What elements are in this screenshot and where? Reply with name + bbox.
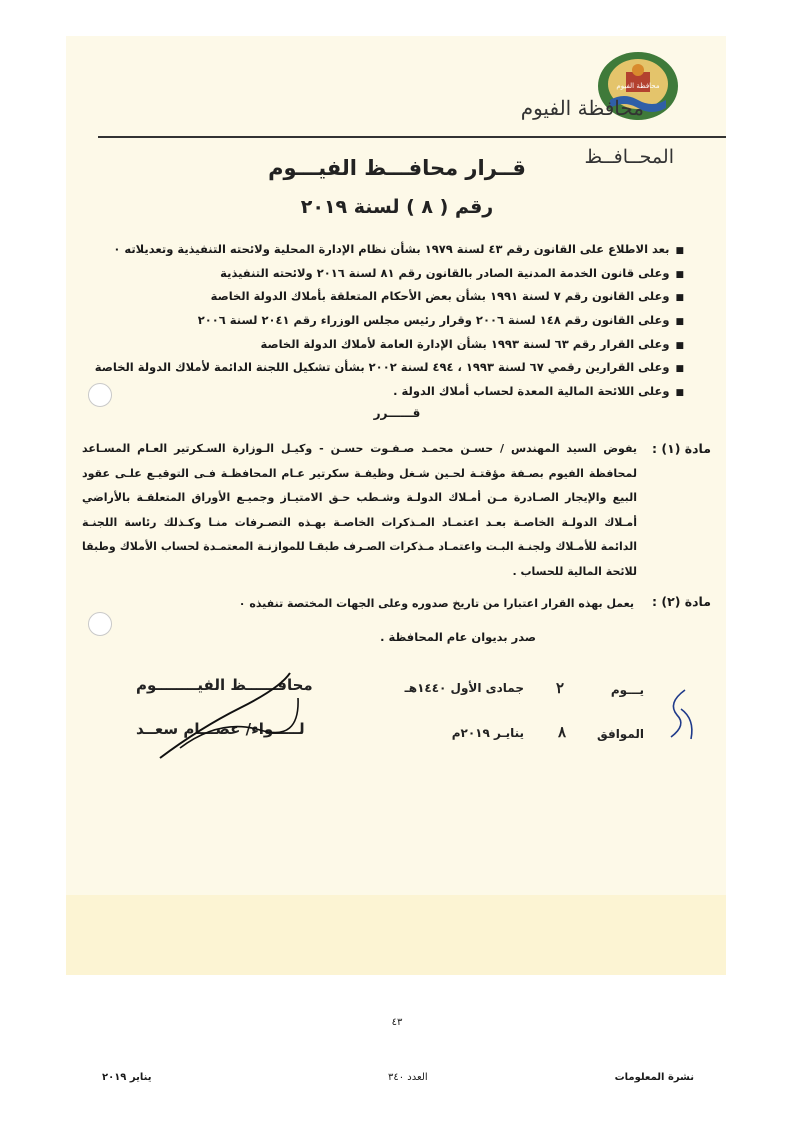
day-label: يـــوم [610,683,644,697]
hijri-date: جمادى الأول ١٤٤٠هـ [404,681,524,695]
preamble-item: ■وعلى قانون الخدمة المدنية الصادر بالقانون رقم ٨١ لسنة ٢٠١٦ ولائحته التنفيذية [220,265,684,280]
preamble-item: ■وعلى القانون رقم ١٤٨ لسنة ٢٠٠٦ وقرار رئيس مجلس الوزراء رقم ٢٠٤١ لسنة ٢٠٠٦ [197,313,684,328]
office-title: المحــافــظ [584,146,674,168]
article-1-text: يفوض السيد المهندس / حسـن محمـد صـفـوت حسـن - وكيـل الـوزارة السـكرتير العـام المسـاعد لمحافظة الفيوم بصـفة مؤقتـة لحـين شـغل وظيفـة سكرتير عـام المحافظـة فـى التوقيـع علـى عقود البيع والإيجار الصـادرة مـن أمـلاك الدولـة وشـطب حـق الامتيـاز وجميـع الأوراق المتعلقـة بالأراضي أمـلاك الدولـة الخاصـة بعـد اعتمـاد المـذكرات الخاصـة بهـذه التصـرفات منـا وكـذلك رئاسة اللجنـة الدائمة للأمـلاك ولجنـة البـت واعتمـاد مـذكرات الصـرف طبقـا للموازنـة المعتمـدة لحساب الأملاك وطبقا للائحة المالية للحساب . [82,442,637,578]
preamble-item: ■وعلى القرار رقم ٦٣ لسنة ١٩٩٣ بشأن الإدارة العامة لأملاك الدولة الخاصة [260,336,684,351]
article-1-label: مادة (١) : [651,441,711,456]
day-value: ٢ [555,679,564,697]
decision-title: قــرار محافـــظ الفيـــوم [268,156,526,180]
corresponding-label: الموافق [597,727,644,741]
governorate-name: محافظة الفيوم [520,96,644,120]
footer-date: يناير ٢٠١٩ [102,1072,152,1083]
decision-number: رقم ( ٨ ) لسنة ٢٠١٩ [300,196,494,218]
issued-statement: صدر بديوان عام المحافظة . [380,630,536,644]
gregorian-date: ينايـر ٢٠١٩م [451,726,524,740]
preamble-item: ■وعلى القانون رقم ٧ لسنة ١٩٩١ بشأن بعض الأحكام المتعلقة بأملاك الدولة الخاصة [210,289,684,304]
decided-heading: قــــــرر [373,406,421,420]
article-2-label: مادة (٢) : [651,594,711,609]
page-number: ٤٣ [391,1017,403,1028]
signature-icon [150,668,300,764]
corresponding-value: ٨ [557,723,566,741]
initials-icon [665,685,699,743]
footer-publication: نشرة المعلومات [614,1072,694,1083]
preamble-item: ■وعلى القرارين رقمي ٦٧ لسنة ١٩٩٣ ، ٤٩٤ لسنة ٢٠٠٢ بشأن تشكيل اللجنة الدائمة لأملاك الدولة الخاصة [94,360,684,375]
signatory-name: لـــــواء/ عصـــام سعــد [136,720,305,738]
footer-issue: العدد ٣٤٠ [388,1072,428,1083]
preamble-list [84,238,684,404]
header-divider [98,136,726,138]
logo-text: محافظة الفيوم [616,82,660,90]
signatory-title: محافــــــظ الفيــــــــوم [136,676,313,694]
sheet-bottom-band [66,895,726,975]
preamble-item: ■وعلى اللائحة المالية المعدة لحساب أملاك الدولة . [393,384,684,399]
article-2-text: يعمل بهذه القرار اعتبارا من تاريخ صدوره وعلى الجهات المختصة تنفيذه ٠ [238,597,634,610]
preamble-item: ■بعد الاطلاع على القانون رقم ٤٣ لسنة ١٩٧٩ بشأن نظام الإدارة المحلية ولائحته التنفيذية وتعديلاته ٠ [113,242,684,256]
